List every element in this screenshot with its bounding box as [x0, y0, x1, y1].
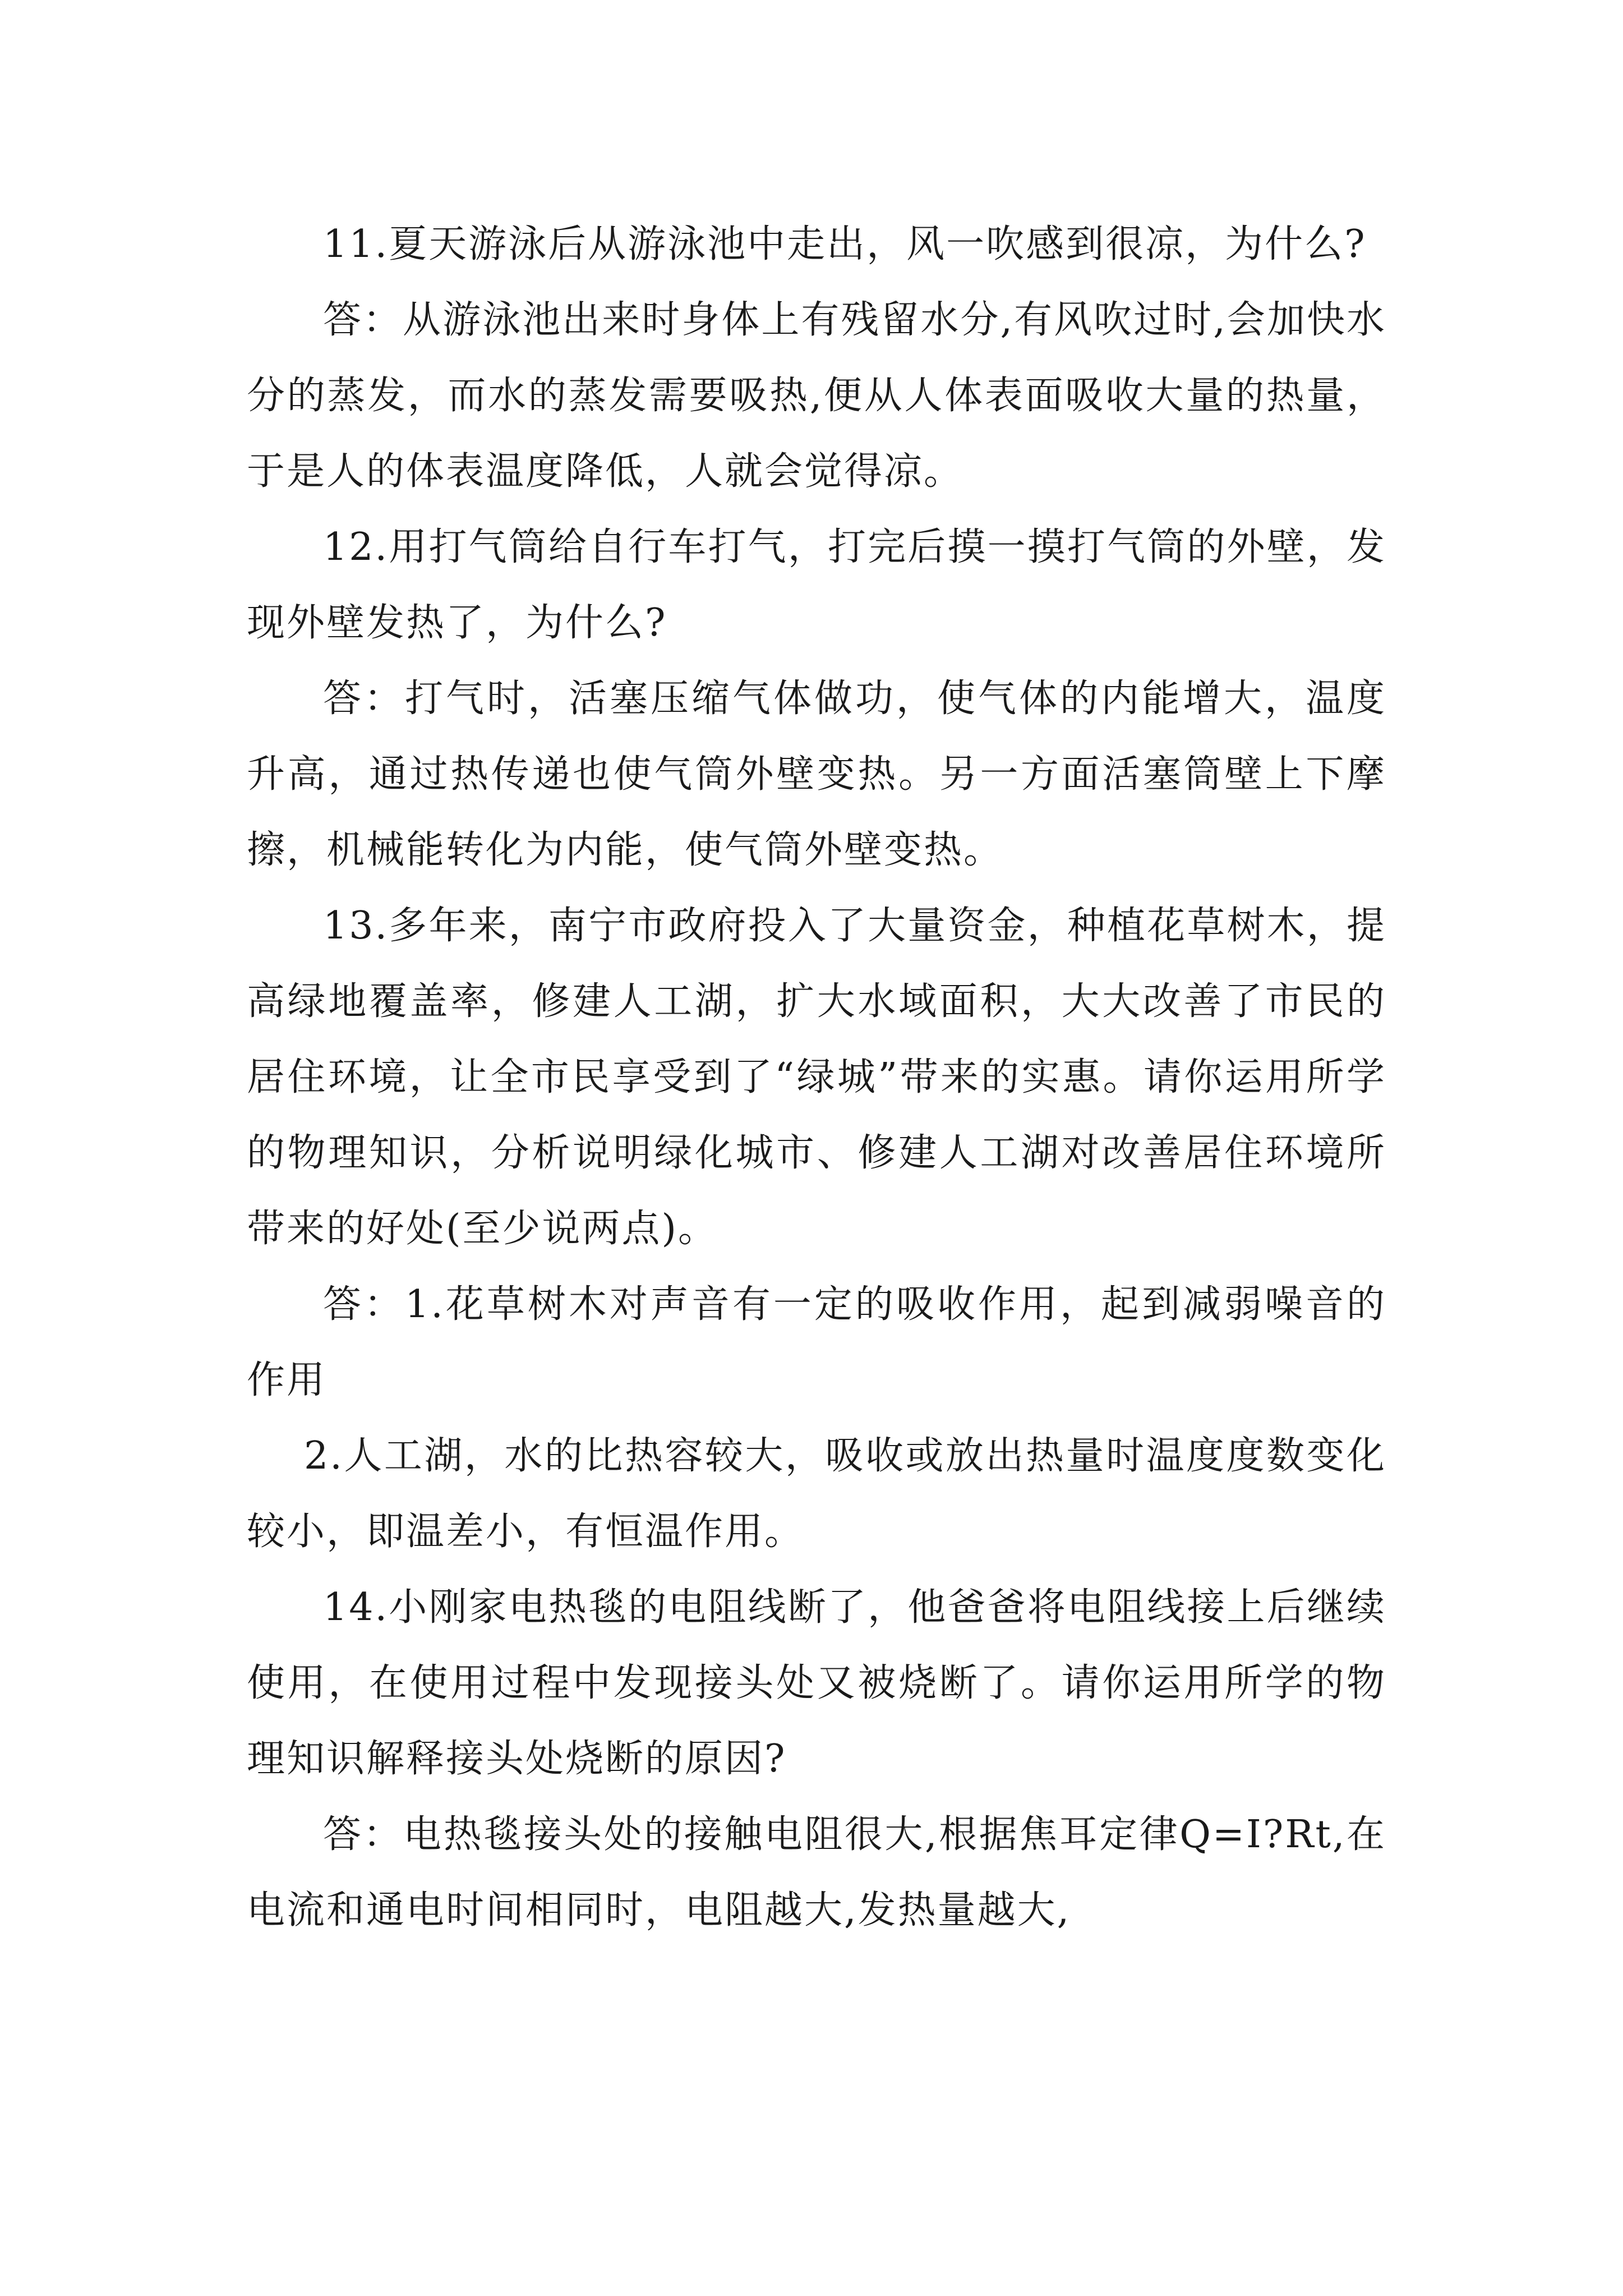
document-body — [247, 206, 1386, 1948]
question-12: 12.用打气筒给自行车打气，打完后摸一摸打气筒的外壁，发现外壁发热了，为什么? — [247, 525, 1386, 645]
answer-12: 答：打气时，活塞压缩气体做功，使气体的内能增大，温度升高，通过热传递也使气筒外壁变热。另一方面活塞筒壁上下摩擦，机械能转化为内能，使气筒外壁变热。 — [247, 677, 1386, 872]
answer-13-point-1: 答：1.花草树木对声音有一定的吸收作用，起到减弱噪音的作用 — [247, 1282, 1386, 1402]
question-13: 13.多年来，南宁市政府投入了大量资金，种植花草树木，提高绿地覆盖率，修建人工湖，扩大水域面积，大大改善了市民的居住环境，让全市民享受到了“绿城”带来的实惠。请你运用所学的物理知识，分析说明绿化城市、修建人工湖对改善居住环境所带来的好处(至少说两点)。 — [247, 904, 1386, 1251]
answer-14: 答：电热毯接头处的接触电阻很大,根据焦耳定律Q=I?Rt,在电流和通电时间相同时，电阻越大,发热量越大, — [247, 1812, 1386, 1932]
question-14: 14.小刚家电热毯的电阻线断了，他爸爸将电阻线接上后继续使用，在使用过程中发现接头处又被烧断了。请你运用所学的物理知识解释接头处烧断的原因? — [247, 1585, 1386, 1781]
answer-13-point-2: 2.人工湖，水的比热容较大，吸收或放出热量时温度度数变化较小，即温差小，有恒温作用。 — [247, 1434, 1386, 1554]
answer-11: 答：从游泳池出来时身体上有残留水分,有风吹过时,会加快水分的蒸发，而水的蒸发需要吸热,便从人体表面吸收大量的热量，于是人的体表温度降低，人就会觉得凉。 — [247, 298, 1386, 494]
question-11: 11.夏天游泳后从游泳池中走出，风一吹感到很凉，为什么? — [323, 222, 1367, 266]
